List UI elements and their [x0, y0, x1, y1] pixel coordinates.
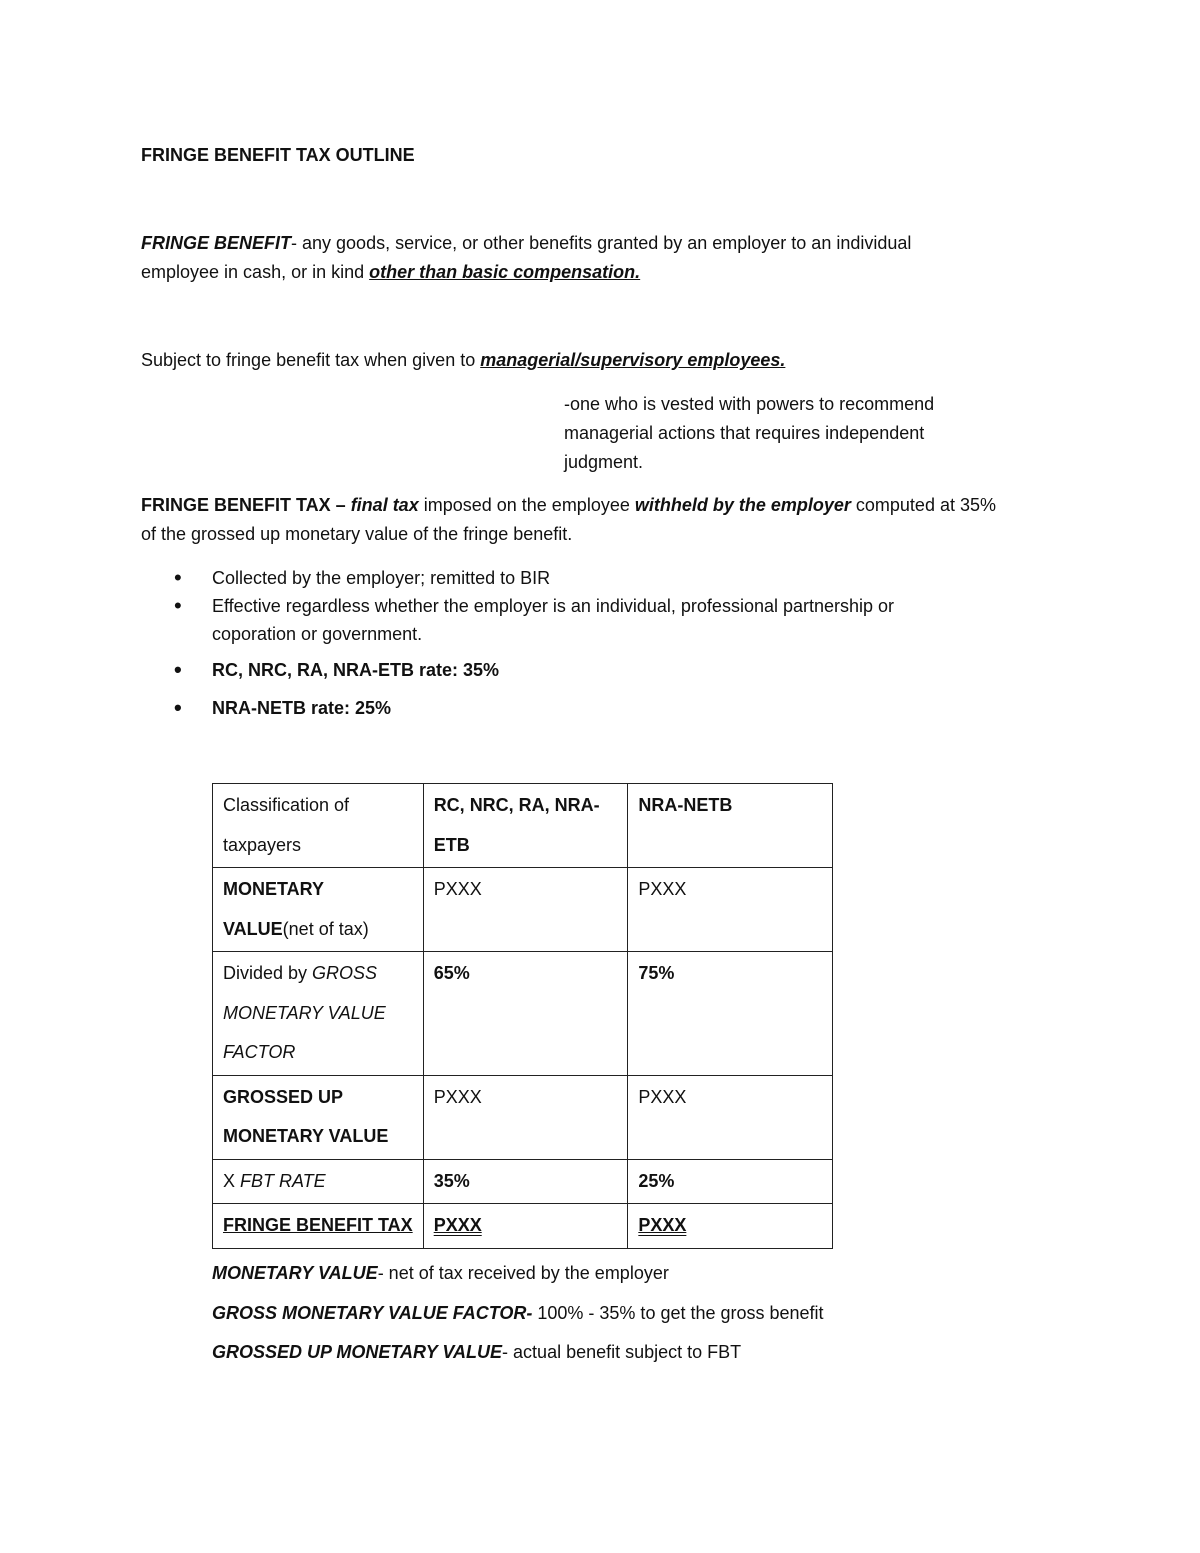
fbt-term: FRINGE BENEFIT TAX – [141, 495, 351, 515]
definition-item-text: - actual benefit subject to FBT [502, 1342, 742, 1362]
table-cell: 35% [423, 1159, 628, 1204]
list-item: • NRA-NETB rate: 25% [170, 694, 894, 722]
table-cell: PXXX [628, 868, 833, 952]
fbt-line-1 [141, 491, 996, 519]
fbt-final-tax: final tax [350, 495, 419, 515]
divided-plain: Divided by [223, 963, 313, 983]
definition-line-2 [141, 258, 640, 286]
definition-item [212, 1294, 824, 1334]
fbt-value-nra-netb: PXXX [638, 1215, 687, 1235]
fringe-benefit-tax-label: FRINGE BENEFIT TAX [213, 1204, 424, 1249]
table-row [213, 784, 833, 868]
definition-item [212, 1333, 824, 1373]
definition-line-1 [141, 229, 911, 257]
divided-italic: GROSS MONETARY VALUE FACTOR [223, 963, 386, 1062]
list-item: • Collected by the employer; remitted to BIR [170, 564, 894, 592]
definition-item-text: 100% - 35% to get the gross benefit [532, 1302, 824, 1323]
table-row [213, 868, 833, 952]
fbt-computation-table [212, 783, 833, 1249]
definition-term: FRINGE BENEFIT [141, 233, 292, 253]
table-cell [628, 1204, 833, 1249]
definition-item [212, 1254, 824, 1294]
subject-text: Subject to fringe benefit tax when given to [141, 350, 481, 370]
definition-item-term: GROSSED UP MONETARY VALUE [212, 1342, 503, 1362]
table-header-classification: Classification of taxpayers [213, 784, 424, 868]
definition-item-term: MONETARY VALUE [212, 1263, 378, 1283]
subject-line [141, 346, 785, 374]
list-item-line-1: Effective regardless whether the employer is an individual, professional partnership or [212, 596, 895, 616]
table-cell: PXXX [423, 1075, 628, 1159]
divided-label [213, 952, 424, 1076]
definition-item-term: GROSS MONETARY VALUE FACTOR- [212, 1302, 533, 1323]
definition-item-text: - net of tax received by the employer [377, 1263, 669, 1283]
fbt-value-rc: PXXX [433, 1215, 482, 1235]
fbt-rate-italic: FBT RATE [240, 1170, 326, 1191]
subject-emphasis: managerial/supervisory employees. [480, 350, 786, 370]
fbt-line-2: of the grossed up monetary value of the fringe benefit. [141, 524, 573, 544]
fbt-withheld: withheld by the employer [634, 495, 851, 515]
fbt-text-2: computed at 35% [850, 495, 996, 515]
table-cell: 25% [628, 1159, 833, 1204]
table-cell: PXXX [628, 1075, 833, 1159]
table-row [213, 1075, 833, 1159]
grossed-up-label: GROSSED UP MONETARY VALUE [213, 1075, 424, 1159]
table-row [213, 1204, 833, 1249]
list-item [170, 592, 894, 648]
table-cell [423, 1204, 628, 1249]
monetary-value-label [213, 868, 424, 952]
definition-text-2: employee in cash, or in kind [141, 262, 370, 282]
table-header-rc: RC, NRC, RA, NRA-ETB [423, 784, 628, 868]
definitions-list [212, 1254, 824, 1373]
monetary-value-rest: (net of tax) [282, 918, 369, 939]
list-item-line-2: coporation or government. [212, 624, 423, 644]
monetary-value-bold: MONETARY VALUE [223, 879, 324, 939]
page-title: FRINGE BENEFIT TAX OUTLINE [141, 145, 415, 165]
fbt-rate-plain: X [223, 1170, 241, 1191]
note-line-2: managerial actions that requires independent [564, 423, 925, 443]
table-header-nra-netb: NRA-NETB [628, 784, 833, 868]
note-line-1: -one who is vested with powers to recommend [564, 394, 935, 414]
fbt-text-1: imposed on the employee [418, 495, 635, 515]
table-cell: 65% [423, 952, 628, 1076]
definition-text-1: - any goods, service, or other benefits granted by an employer to an individual [291, 233, 912, 253]
table-row [213, 1159, 833, 1204]
note-line-3: judgment. [564, 452, 644, 472]
table-row [213, 952, 833, 1076]
table-cell: 75% [628, 952, 833, 1076]
list-item: • RC, NRC, RA, NRA-ETB rate: 35% [170, 656, 894, 684]
definition-emphasis: other than basic compensation. [369, 262, 641, 282]
table-cell: PXXX [423, 868, 628, 952]
managerial-note [564, 390, 934, 477]
bullet-list [170, 564, 894, 722]
fbt-rate-label [213, 1159, 424, 1204]
